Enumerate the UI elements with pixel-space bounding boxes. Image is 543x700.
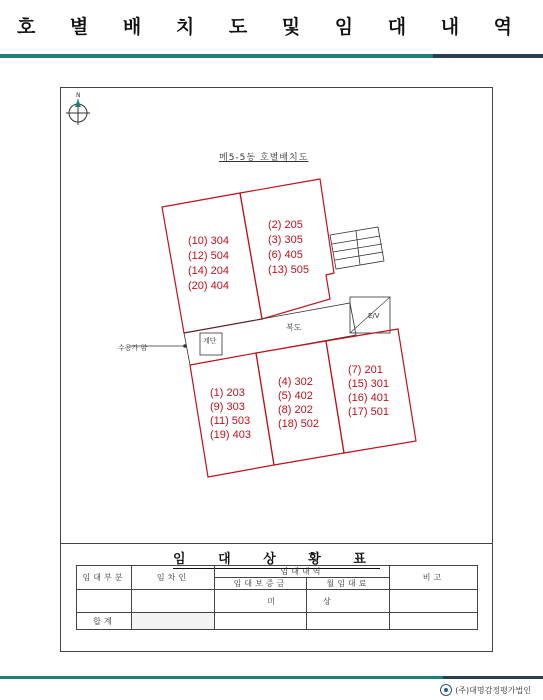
- total-label: 합계: [77, 613, 132, 630]
- lease-table-title: 임 대 상 황 표: [173, 552, 380, 567]
- header-lease-terms: 임대내역: [215, 566, 390, 578]
- unit-label: (5) 402: [278, 390, 313, 402]
- plan-title: 메5-5동 호별배치도: [219, 153, 309, 163]
- corridor-label: 복도: [286, 323, 302, 332]
- unit-label: (18) 502: [278, 418, 319, 430]
- unit-label: (19) 403: [210, 429, 251, 441]
- unit-label: (6) 405: [268, 249, 303, 261]
- unit-label: (1) 203: [210, 387, 245, 399]
- ev-label: E/V: [368, 312, 380, 320]
- floor-plan: [60, 87, 493, 547]
- table-cell: [132, 590, 215, 613]
- unit-label: (9) 303: [210, 401, 245, 413]
- unit-label: (14) 204: [188, 265, 229, 277]
- unit-label: (10) 304: [188, 235, 229, 247]
- footer-logo: [440, 684, 531, 696]
- header-deposit: 임대보증금: [215, 578, 307, 590]
- header-monthly-rent: 월임대료: [307, 578, 390, 590]
- unit-label: (8) 202: [278, 404, 313, 416]
- unit-label: (20) 404: [188, 280, 229, 292]
- header-floor-unit: 임대부분: [77, 566, 132, 590]
- header-tenant: 임차인: [132, 566, 215, 590]
- table-cell: [132, 613, 215, 630]
- unit-label: (4) 302: [278, 376, 313, 388]
- unit-label: (16) 401: [348, 392, 389, 404]
- page-title: 호 별 배 치 도 및 임 대 내 역: [16, 16, 527, 38]
- table-cell: [390, 613, 478, 630]
- table-cell: [215, 613, 307, 630]
- table-cell-status-a: 미: [215, 590, 307, 613]
- table-cell: [77, 590, 132, 613]
- table-divider: [60, 543, 493, 544]
- unit-label: (3) 305: [268, 234, 303, 246]
- table-cell: [390, 590, 478, 613]
- unit-label: (17) 501: [348, 406, 389, 418]
- lease-table: [76, 565, 478, 630]
- unit-label: (15) 301: [348, 378, 389, 390]
- unit-label: (2) 205: [268, 219, 303, 231]
- table-cell-status-b: 상: [307, 590, 390, 613]
- unit-label: (13) 505: [268, 264, 309, 276]
- header-rule: [0, 54, 543, 58]
- unit-label: (12) 504: [188, 250, 229, 262]
- utility-label: 수용가 함: [118, 344, 148, 352]
- unit-label: (7) 201: [348, 364, 383, 376]
- table-cell: [307, 613, 390, 630]
- company-logo-icon: [440, 684, 452, 696]
- unit-label: (11) 503: [210, 415, 251, 427]
- company-name: (주)대명감정평가법인: [455, 685, 531, 695]
- footer-rule: [0, 676, 543, 679]
- compass-icon: [66, 92, 90, 125]
- stair-label: 계단: [203, 337, 217, 345]
- header-note: 비고: [390, 566, 478, 590]
- compass-label: N: [76, 92, 81, 99]
